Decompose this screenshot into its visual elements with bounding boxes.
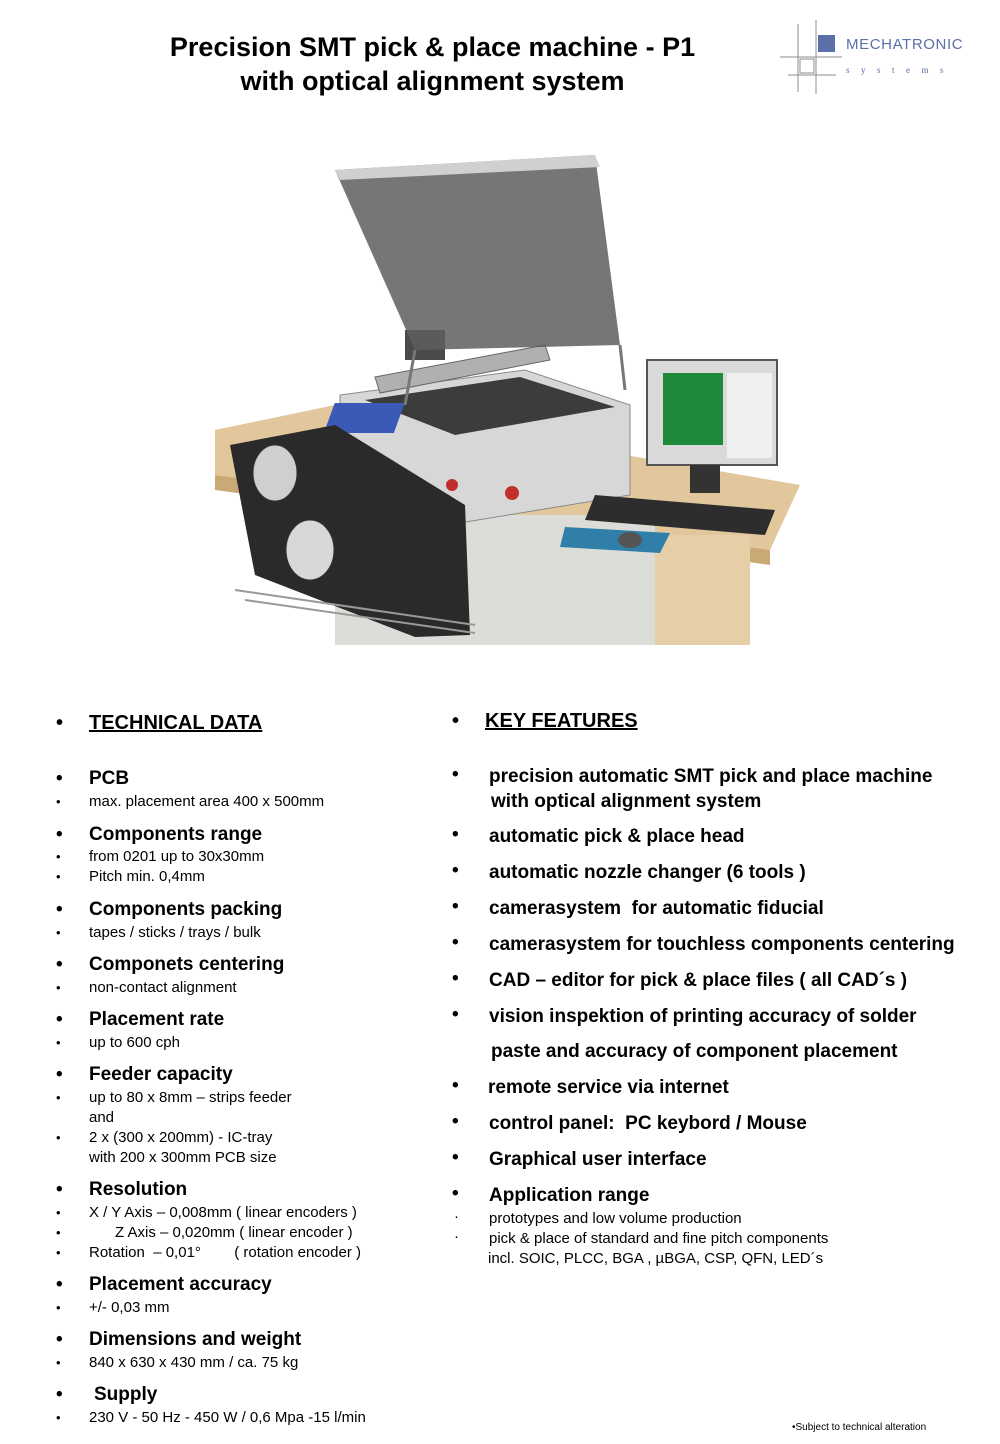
spec-components-range [56,824,456,887]
technical-data-heading: TECHNICAL DATA [89,712,263,734]
feature-item [452,968,997,1004]
bullet: · [454,1228,459,1245]
bullet: • [452,764,459,785]
spec-title: Placement rate [89,1009,225,1030]
bullet: • [452,860,459,881]
bullet: • [56,980,61,995]
bullet: · [454,1208,459,1225]
spec-dimensions-weight [56,1329,456,1373]
application-line [452,1249,997,1269]
feature-item [452,764,997,824]
spec-line: up to 80 x 8mm – strips feeder [89,1089,292,1106]
bullet: • [452,1147,459,1168]
bullet: • [452,932,459,953]
bullet: • [56,954,63,975]
bullet: • [56,1130,61,1145]
spec-line: from 0201 up to 30x30mm [89,848,265,865]
spec-line: 230 V - 50 Hz - 450 W / 0,6 Mpa -15 l/min [89,1409,366,1426]
feature-text: Application range [489,1185,650,1206]
spec-placement-accuracy [56,1274,456,1318]
key-features-heading-row [452,710,997,754]
spec-resolution [56,1179,456,1263]
page-title [100,30,765,98]
spec-feeder-capacity [56,1064,456,1168]
feature-item [452,1004,997,1075]
spec-line: Rotation – 0,01° ( rotation encoder ) [89,1244,361,1261]
bullet: • [56,1329,63,1350]
mechatronic-logo [780,20,975,94]
technical-data-section [56,712,456,1428]
spec-line: max. placement area 400 x 500mm [89,793,325,810]
bullet: • [56,1090,61,1105]
application-text: prototypes and low volume production [489,1210,742,1227]
spec-line: up to 600 cph [89,1034,180,1051]
bullet: • [56,1009,63,1030]
feature-text: paste and accuracy of component placement [491,1041,898,1062]
bullet: • [56,1410,61,1425]
bullet: • [56,712,64,734]
application-text: incl. SOIC, PLCC, BGA , µBGA, CSP, QFN, LED´s [488,1250,824,1267]
bullet: • [56,794,61,809]
spec-title: Feeder capacity [89,1064,233,1085]
feature-text: with optical alignment system [491,791,762,812]
feature-text: camerasystem for touchless components centering [489,934,955,955]
title-line-1: Precision SMT pick & place machine - P1 [169,32,696,62]
bullet: • [56,768,63,789]
feature-item-application-range [452,1183,997,1209]
feature-text: remote service via internet [488,1077,729,1098]
feature-text: Graphical user interface [489,1149,707,1170]
feature-text: precision automatic SMT pick and place machine [489,766,933,787]
bullet: • [452,896,459,917]
title-line-2: with optical alignment system [240,66,625,96]
feature-item [452,932,997,968]
bullet: • [56,1205,61,1220]
bullet: • [56,925,61,940]
machine-photo [215,155,800,645]
spec-title: Components range [89,824,263,845]
spec-line: tapes / sticks / trays / bulk [89,924,261,941]
bullet: • [452,824,459,845]
bullet: • [56,899,63,920]
technical-data-heading-row [56,712,456,754]
feature-item [452,1111,997,1147]
spec-pcb [56,768,456,812]
bullet: • [56,1300,61,1315]
feature-item [452,1147,997,1183]
spec-title: Components packing [89,899,283,920]
bullet: • [56,1035,61,1050]
application-text: pick & place of standard and fine pitch components [489,1230,829,1247]
bullet: • [56,1179,63,1200]
feature-text: control panel: PC keybord / Mouse [489,1113,807,1134]
spec-line: +/- 0,03 mm [89,1299,170,1316]
spec-line: with 200 x 300mm PCB size [89,1149,277,1166]
spec-components-centering [56,954,456,998]
spec-supply [56,1384,456,1428]
feature-item [452,1075,997,1111]
feature-text: vision inspektion of printing accuracy of solder [489,1006,917,1027]
spec-title: Supply [94,1384,158,1405]
bullet: • [56,824,63,845]
spec-line: Pitch min. 0,4mm [89,868,205,885]
bullet: • [56,1064,63,1085]
bullet: • [452,968,459,989]
spec-line: Z Axis – 0,020mm ( linear encoder ) [115,1224,353,1241]
feature-item [452,860,997,896]
spec-line: X / Y Axis – 0,008mm ( linear encoders ) [89,1204,357,1221]
logo-name: MECHATRONIC [846,36,964,53]
bullet: • [56,849,61,864]
logo-mark-icon [780,20,975,94]
spec-components-packing [56,899,456,943]
feature-text: camerasystem for automatic fiducial [489,898,824,919]
spec-line: 2 x (300 x 200mm) - IC-tray [89,1129,273,1146]
logo-sub: systems [846,65,956,75]
feature-text: automatic nozzle changer (6 tools ) [489,862,806,883]
spec-placement-rate [56,1009,456,1053]
application-line [452,1209,997,1229]
bullet: • [452,1004,459,1025]
bullet: • [56,1245,61,1260]
feature-item [452,824,997,860]
spec-title: Componets centering [89,954,285,975]
feature-text: CAD – editor for pick & place files ( all CAD´s ) [489,970,908,991]
bullet: • [56,1274,63,1295]
spec-title: Dimensions and weight [89,1329,302,1350]
spec-title: Resolution [89,1179,188,1200]
key-features-section [452,710,997,1269]
key-features-heading: KEY FEATURES [485,710,638,732]
bullet: • [56,1384,63,1405]
bullet: • [452,710,460,732]
spec-line: and [89,1109,115,1126]
spec-line: 840 x 630 x 430 mm / ca. 75 kg [89,1354,299,1371]
feature-item [452,896,997,932]
feature-text: automatic pick & place head [489,826,745,847]
bullet: • [56,1225,61,1240]
spec-title: Placement accuracy [89,1274,272,1295]
footnote: •Subject to technical alteration [792,1422,927,1433]
spec-line: non-contact alignment [89,979,237,996]
bullet: • [452,1111,459,1132]
application-line [452,1229,997,1249]
bullet: • [56,1355,61,1370]
bullet: • [452,1183,459,1204]
spec-title: PCB [89,768,130,789]
bullet: • [56,869,61,884]
bullet: • [452,1075,459,1096]
